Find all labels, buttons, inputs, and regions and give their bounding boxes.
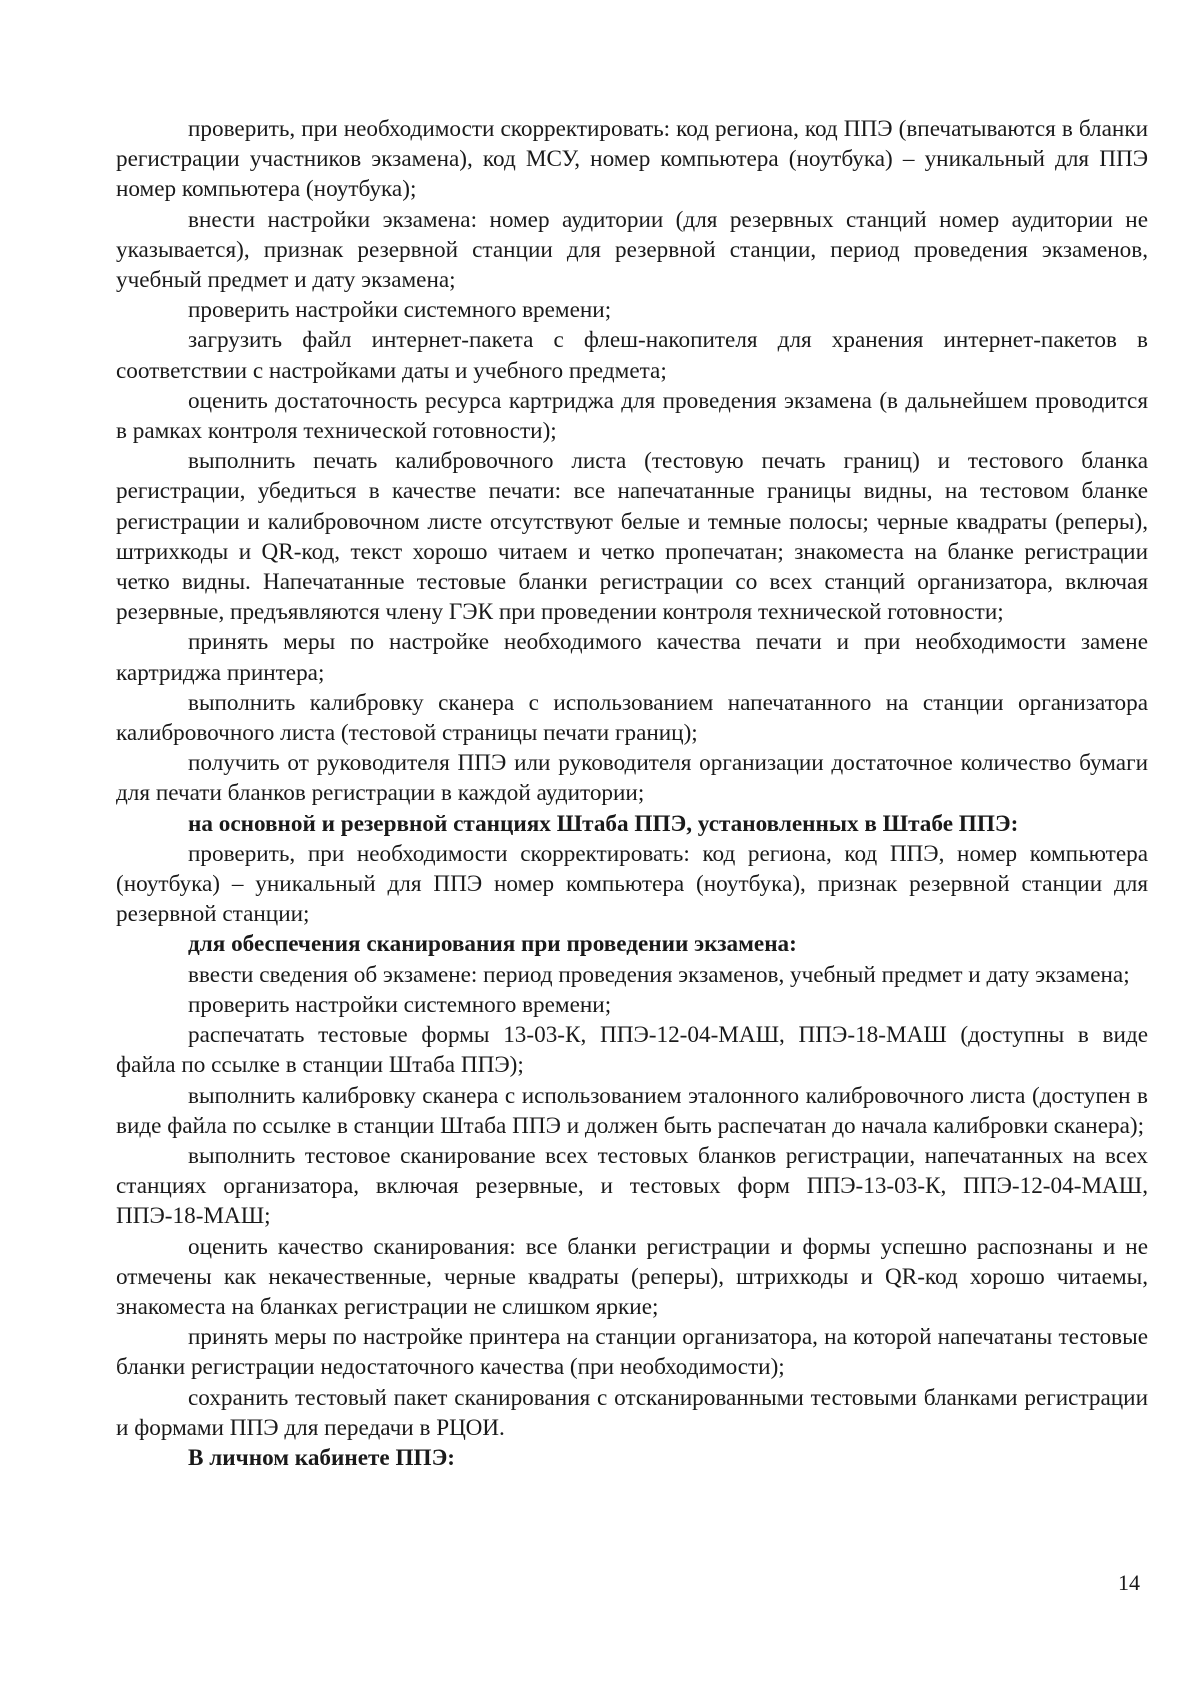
page-body	[116, 114, 1148, 1473]
paragraph-18: оценить качество сканирования: все бланки регистрации и формы успешно распознаны и не отмечены как некачественные, черные квадраты (реперы), штрихкоды и QR-код хорошо читаемы, знакоместа на бланках регистрации не слишком яркие;	[116, 1233, 1148, 1320]
paragraph-11: проверить, при необходимости скорректировать: код региона, код ППЭ, номер компьютера (ноутбука) – уникальный для ППЭ номер компьютера (ноутбука), признак резервной станции для резервной станции;	[116, 840, 1148, 928]
section-heading-personal-cabinet: В личном кабинете ППЭ:	[188, 1444, 456, 1471]
paragraph-16: выполнить калибровку сканера с использованием эталонного калибровочного листа (доступен в виде файла по ссылке в станции Штаба ППЭ и должен быть распечатан до начала калибровки сканера);	[116, 1082, 1148, 1139]
section-heading-scanning: для обеспечения сканирования при проведении экзамена:	[188, 931, 797, 958]
paragraph-3: проверить настройки системного времени;	[188, 297, 612, 324]
section-heading-shtab-stations: на основной и резервной станциях Штаба ППЭ, установленных в Штабе ППЭ:	[188, 810, 1019, 837]
paragraph-5: оценить достаточность ресурса картриджа для проведения экзамена (в дальнейшем проводится в рамках контроля технической готовности);	[116, 387, 1148, 445]
paragraph-9: получить от руководителя ППЭ или руководителя организации достаточное количество бумаги для печати бланков регистрации в каждой аудитории;	[116, 750, 1148, 807]
paragraph-14: проверить настройки системного времени;	[188, 991, 612, 1018]
paragraph-20: сохранить тестовый пакет сканирования с отсканированными тестовыми бланками регистрации и формами ППЭ для передачи в РЦОИ.	[116, 1384, 1148, 1441]
page-number: 14	[1118, 1570, 1140, 1595]
paragraph-7: принять меры по настройке необходимого качества печати и при необходимости замене картриджа принтера;	[116, 629, 1148, 686]
paragraph-19: принять меры по настройке принтера на станции организатора, на которой напечатаны тестовые бланки регистрации недостаточного качества (при необходимости);	[116, 1324, 1148, 1381]
paragraph-6: выполнить печать калибровочного листа (тестовую печать границ) и тестового бланка регистрации, убедиться в качестве печати: все напечатанные границы видны, на тестовом бланке регистрации и калибровочном листе отсутствуют белые и темные полосы; черные квадраты (реперы), штрихкоды и QR-код, текст хорошо читаем и четко пропечатан; знакоместа на бланке регистрации четко видны. Напечатанные тестовые бланки регистрации со всех станций организатора, включая резервные, предъявляются члену ГЭК при проведении контроля технической готовности;	[116, 448, 1148, 626]
paragraph-13: ввести сведения об экзамене: период проведения экзаменов, учебный предмет и дату экзамена;	[188, 961, 1130, 988]
paragraph-17: выполнить тестовое сканирование всех тестовых бланков регистрации, напечатанных на всех станциях организатора, включая резервные, и тестовых форм ППЭ-13-03-К, ППЭ-12-04-МАШ, ППЭ-18-МАШ;	[116, 1142, 1148, 1230]
paragraph-1: проверить, при необходимости скорректировать: код региона, код ППЭ (впечатываются в бланки регистрации участников экзамена), код МСУ, номер компьютера (ноутбука) – уникальный для ППЭ номер компьютера (ноутбука);	[116, 116, 1148, 203]
paragraph-4: загрузить файл интернет-пакета с флеш-накопителя для хранения интернет-пакетов в соответствии с настройками даты и учебного предмета;	[116, 327, 1148, 384]
paragraph-15: распечатать тестовые формы 13-03-К, ППЭ-12-04-МАШ, ППЭ-18-МАШ (доступны в виде файла по ссылке в станции Штаба ППЭ);	[116, 1022, 1148, 1079]
paragraph-8: выполнить калибровку сканера с использованием напечатанного на станции организатора калибровочного листа (тестовой страницы печати границ);	[116, 689, 1148, 747]
paragraph-2: внести настройки экзамена: номер аудитории (для резервных станций номер аудитории не указывается), признак резервной станции для резервной станции, период проведения экзаменов, учебный предмет и дату экзамена;	[116, 206, 1148, 294]
